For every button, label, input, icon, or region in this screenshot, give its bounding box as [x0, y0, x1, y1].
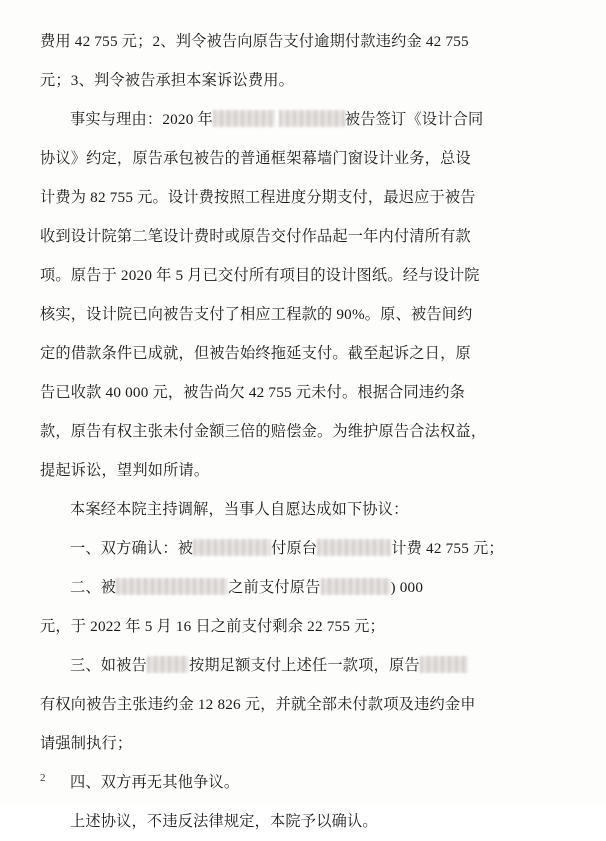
paragraph: 项。原告于 2020 年 5 月已交付所有项目的设计图纸。经与设计院 [40, 267, 480, 284]
paragraph: 有权向被告主张违约金 12 826 元，并就全部未付款项及违约金申 [40, 696, 476, 713]
paragraph: 请强制执行； [40, 735, 133, 752]
paragraph: 元，于 2022 年 5 月 16 日之前支付剩余 22 755 元； [40, 618, 385, 635]
redacted-text [420, 656, 468, 673]
redacted-text [147, 656, 189, 673]
redacted-text [321, 578, 391, 595]
paragraph: 元；3、判令被告承担本案诉讼费用。 [40, 72, 294, 89]
redacted-text [213, 110, 275, 127]
redacted-text [279, 110, 345, 127]
paragraph: 二、被 之前支付原告 ) 000 [70, 579, 424, 596]
document-body [40, 22, 572, 841]
paragraph: 三、如被告 按期足额支付上述任一款项，原告 [40, 646, 572, 685]
redacted-text [116, 578, 228, 595]
paragraph: 收到设计院第二笔设计费时或原告交付作品起一年内付清所有款 [40, 228, 471, 245]
paragraph: 四、双方再无其他争议。 [70, 774, 240, 791]
paragraph: 一、双方确认：被 付原台 计费 42 755 元； [70, 540, 504, 557]
paragraph: 核实，设计院已向被告支付了相应工程款的 90%。原、被告间约 [40, 306, 473, 323]
paragraph: 协议》约定，原告承包被告的普通框架幕墙门窗设计业务，总设 [40, 150, 471, 167]
paragraph: 款，原告有权主张未付金额三倍的赔偿金。为维护原告合法权益， [40, 423, 487, 440]
page-number: 2 [40, 772, 46, 784]
paragraph: 告已收款 40 000 元，被告尚欠 42 755 元未付。根据合同违约条 [40, 384, 466, 401]
paragraph: 计费为 82 755 元。设计费按照工程进度分期支付，最迟应于被告 [40, 189, 476, 206]
redacted-text [317, 539, 391, 556]
paragraph: 本案经本院主持调解，当事人自愿达成如下协议： [70, 501, 409, 518]
paragraph: 上述协议，不违反法律规定，本院予以确认。 [70, 813, 378, 830]
paragraph: 定的借款条件已成就，但被告始终拖延支付。截至起诉之日，原 [40, 345, 471, 362]
redacted-text [193, 539, 271, 556]
paragraph: 提起诉讼，望判如所请。 [40, 462, 210, 479]
paragraph: 事实与理由：2020 年 被告签订《设计合同 [70, 111, 484, 128]
paragraph: 费用 42 755 元；2、判令被告向原告支付逾期付款违约金 42 755 [40, 33, 469, 50]
